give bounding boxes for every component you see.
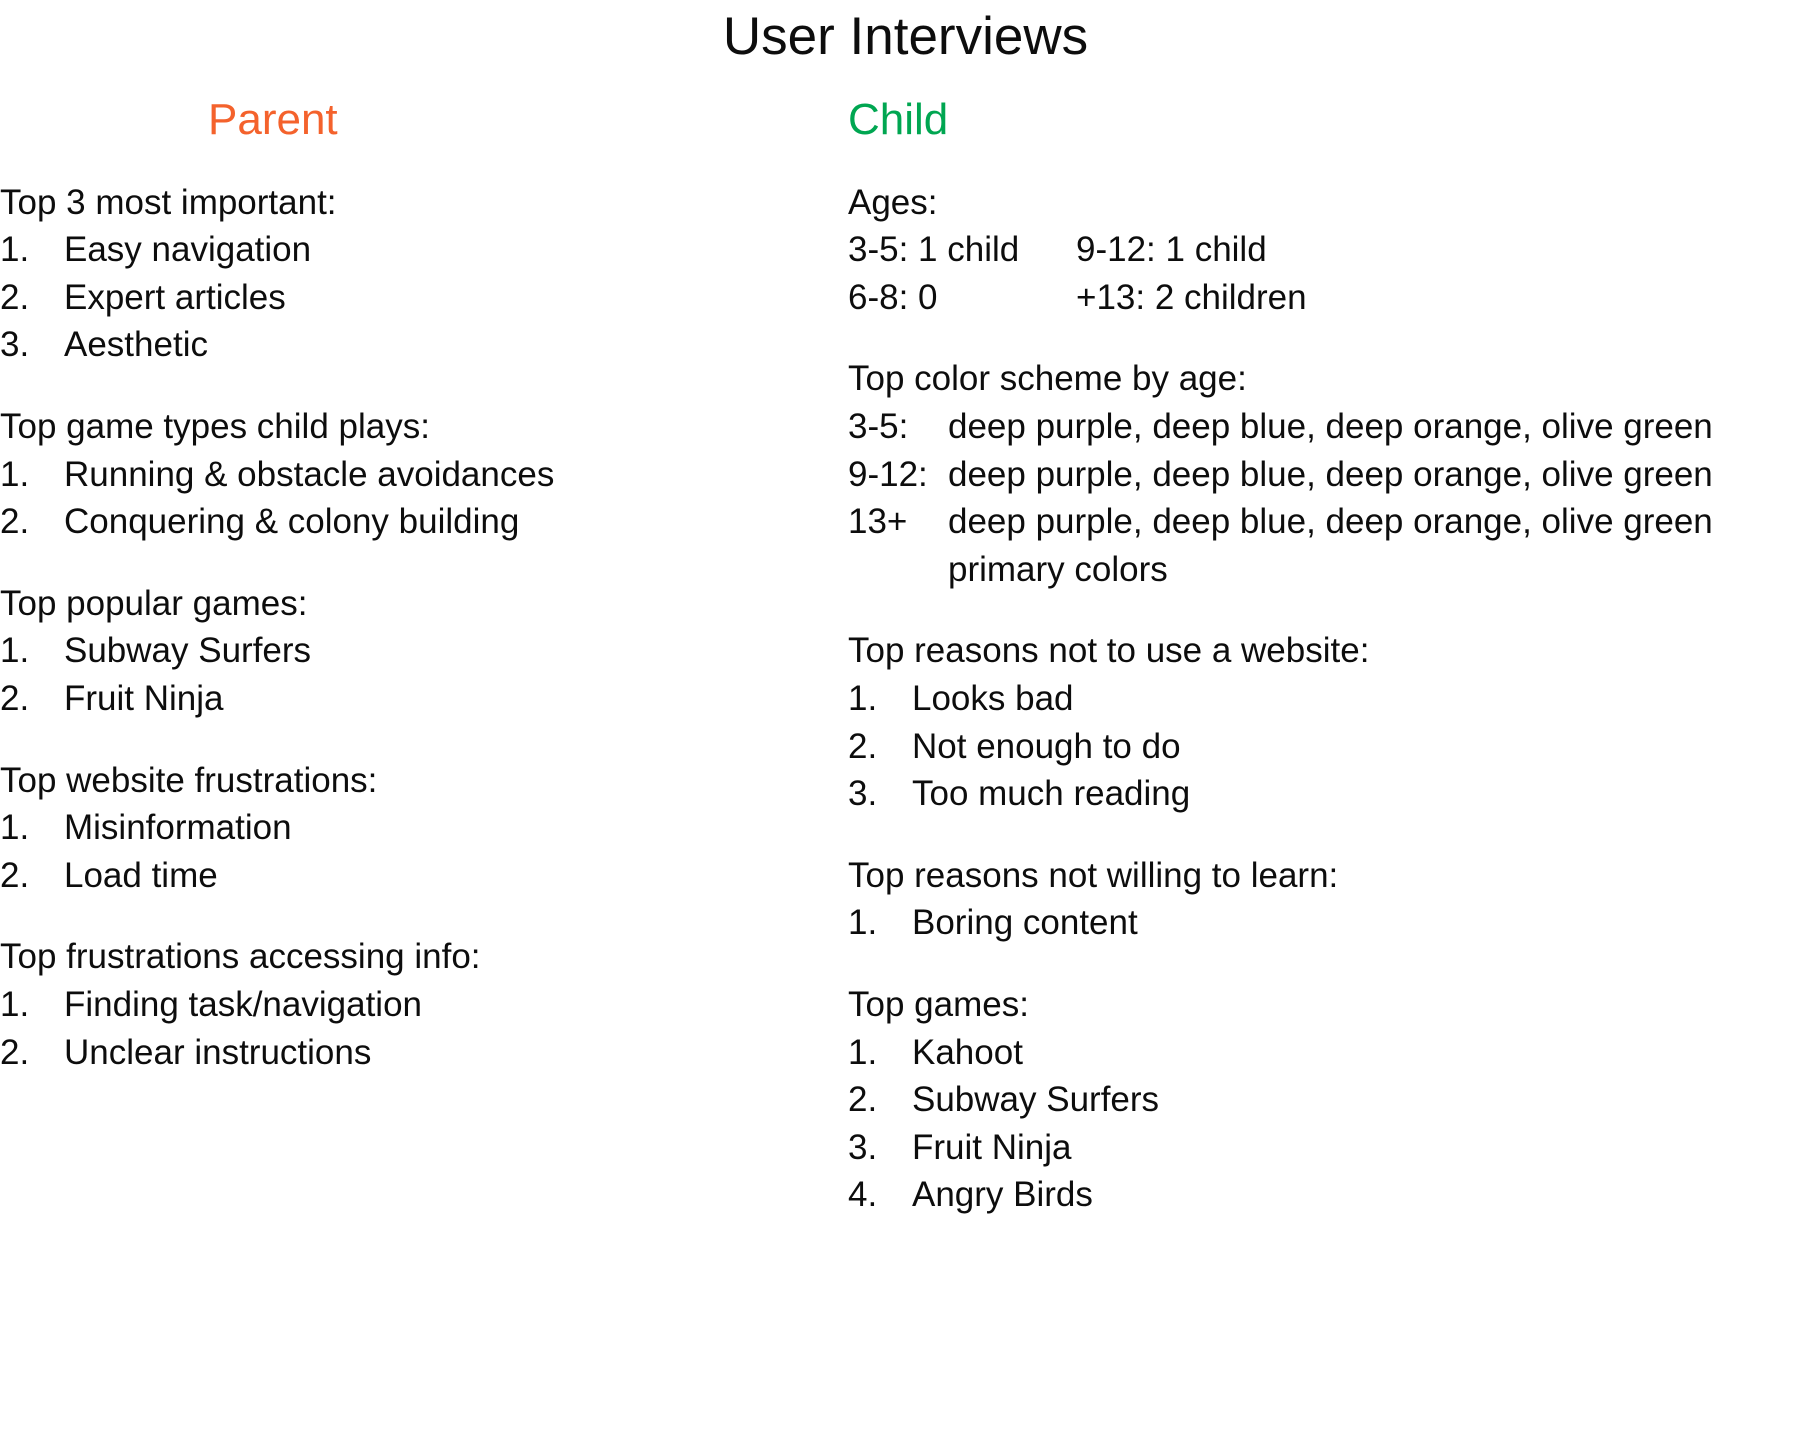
list-item	[0, 804, 840, 852]
color-scheme-value: deep purple, deep blue, deep orange, olive green	[948, 407, 1713, 447]
block-lead: Ages:	[848, 182, 938, 222]
list-item-label: Fruit Ninja	[912, 1127, 1072, 1167]
list-item	[0, 321, 840, 369]
child-column	[840, 96, 1811, 1219]
child-block-ages	[840, 179, 1811, 322]
ages-row	[840, 274, 1811, 322]
list-item-label: Too much reading	[912, 774, 1191, 814]
parent-column	[0, 96, 840, 1076]
parent-block-access-frustrations	[0, 933, 840, 1076]
list-item-number: 2.	[0, 1032, 30, 1072]
parent-block-website-frustrations	[0, 757, 840, 900]
list-item	[0, 274, 840, 322]
color-scheme-age-label: 13+	[848, 502, 908, 542]
list-item-label: Not enough to do	[912, 726, 1181, 766]
color-scheme-continuation: primary colors	[948, 549, 1168, 589]
list-item	[840, 723, 1811, 771]
list-item	[840, 1029, 1811, 1077]
parent-block-game-types	[0, 403, 840, 546]
list-item-number: 2.	[848, 1080, 878, 1120]
list-item	[840, 1076, 1811, 1124]
color-scheme-age-label: 9-12:	[848, 454, 928, 494]
list-item	[840, 1124, 1811, 1172]
parent-column-heading: Parent	[208, 95, 338, 145]
list-item-number: 2.	[0, 277, 30, 317]
list-item-number: 2.	[0, 679, 30, 719]
list-item-number: 2.	[0, 855, 30, 895]
list-item-number: 3.	[848, 1127, 878, 1167]
block-lead: Top popular games:	[0, 583, 308, 623]
block-lead: Top frustrations accessing info:	[0, 937, 481, 977]
two-column-layout	[0, 96, 1811, 1219]
color-scheme-row	[840, 451, 1811, 499]
color-scheme-row	[840, 498, 1811, 546]
list-item	[0, 852, 840, 900]
list-item	[0, 498, 840, 546]
list-item-number: 3.	[0, 325, 30, 365]
list-item-number: 1.	[0, 454, 30, 494]
block-lead: Top reasons not to use a website:	[848, 631, 1370, 671]
child-block-not-willing-to-learn	[840, 852, 1811, 947]
list-item-label: Expert articles	[64, 277, 286, 317]
color-scheme-age-label: 3-5:	[848, 407, 909, 447]
list-item	[840, 899, 1811, 947]
block-lead: Top games:	[848, 985, 1029, 1024]
ages-row	[840, 226, 1811, 274]
child-block-color-scheme	[840, 355, 1811, 593]
page-title: User Interviews	[722, 7, 1089, 66]
list-item-number: 1.	[848, 679, 878, 719]
list-item-number: 1.	[0, 631, 30, 671]
color-scheme-row	[840, 403, 1811, 451]
list-item-label: Misinformation	[64, 808, 292, 848]
list-item-label: Easy navigation	[64, 230, 312, 270]
list-item	[0, 226, 840, 274]
list-item-number: 2.	[848, 726, 878, 766]
parent-block-most-important	[0, 179, 840, 369]
list-item-label: Fruit Ninja	[64, 679, 224, 719]
block-lead: Top reasons not willing to learn:	[848, 855, 1339, 895]
list-item-label: Looks bad	[912, 679, 1074, 719]
list-item-label: Unclear instructions	[64, 1032, 372, 1072]
color-scheme-value: deep purple, deep blue, deep orange, olive green	[948, 502, 1713, 542]
list-item-label: Running & obstacle avoidances	[64, 454, 555, 494]
block-lead: Top 3 most important:	[0, 182, 337, 222]
block-lead: Top color scheme by age:	[848, 359, 1247, 399]
list-item-label: Conquering & colony building	[64, 502, 520, 542]
list-item	[0, 451, 840, 499]
list-item-label: Angry Birds	[912, 1175, 1093, 1215]
child-block-reasons-not-use	[840, 627, 1811, 817]
list-item-label: Subway Surfers	[64, 631, 312, 671]
child-block-top-games	[840, 981, 1811, 1219]
list-item-label: Subway Surfers	[912, 1080, 1160, 1120]
child-column-heading: Child	[848, 95, 949, 145]
age-bucket-right: +13: 2 children	[1076, 277, 1307, 317]
slide-page	[0, 8, 1811, 1436]
list-item-number: 4.	[848, 1175, 878, 1215]
list-item	[840, 770, 1811, 818]
block-lead: Top game types child plays:	[0, 407, 430, 447]
list-item-label: Boring content	[912, 903, 1138, 943]
list-item-number: 1.	[0, 230, 30, 270]
parent-block-popular-games	[0, 580, 840, 723]
list-item	[0, 981, 840, 1029]
color-scheme-value: deep purple, deep blue, deep orange, olive green	[948, 454, 1713, 494]
list-item-number: 1.	[848, 1032, 878, 1072]
age-bucket-left: 6-8: 0	[848, 277, 938, 317]
list-item-number: 1.	[848, 903, 878, 943]
age-bucket-left: 3-5: 1 child	[848, 230, 1020, 270]
list-item-label: Kahoot	[912, 1032, 1023, 1072]
age-bucket-right: 9-12: 1 child	[1076, 230, 1267, 270]
list-item-label: Load time	[64, 855, 218, 895]
list-item-label: Finding task/navigation	[64, 985, 422, 1024]
list-item	[840, 675, 1811, 723]
list-item	[840, 1171, 1811, 1219]
list-item-number: 1.	[0, 808, 30, 848]
list-item	[0, 675, 840, 723]
block-lead: Top website frustrations:	[0, 760, 378, 800]
list-item-label: Aesthetic	[64, 325, 208, 365]
list-item	[0, 627, 840, 675]
list-item	[0, 1029, 840, 1077]
list-item-number: 1.	[0, 985, 30, 1024]
list-item-number: 3.	[848, 774, 878, 814]
list-item-number: 2.	[0, 502, 30, 542]
